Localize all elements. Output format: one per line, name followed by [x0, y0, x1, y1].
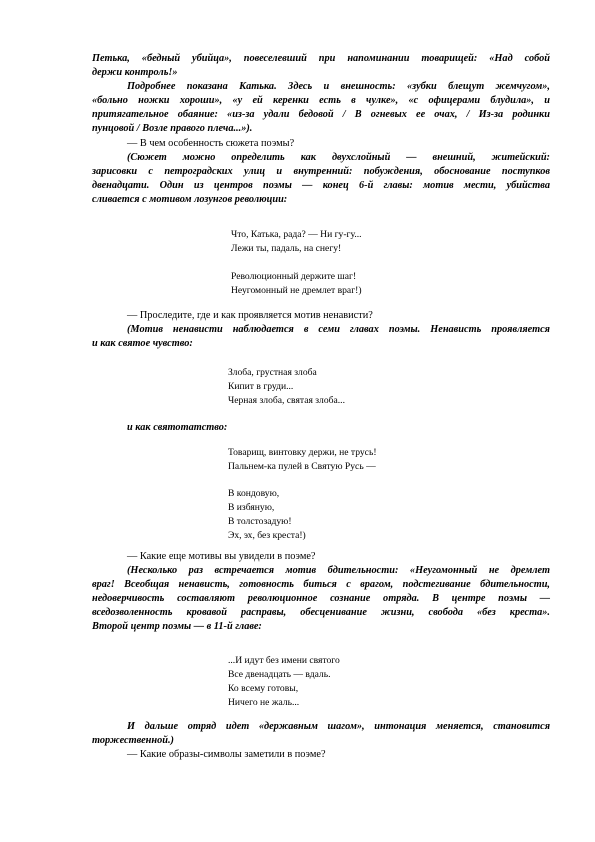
answer-line: (Несколько раз встречается мотив бдительности: «Неугомонный не дремлет: [127, 565, 550, 576]
transition-line: и как святотатство:: [127, 422, 228, 433]
verse-line: Неугомонный не дремлет враг!): [231, 285, 362, 296]
paragraph-line: держи контроль!»: [92, 67, 178, 78]
verse-line: В толстозадую!: [228, 516, 292, 527]
answer-line: сливается с мотивом лозунгов революции:: [92, 194, 288, 205]
verse-line: Товарищ, винтовку держи, не трусь!: [228, 447, 377, 458]
answer-line: Второй центр поэмы — в 11-й главе:: [92, 621, 262, 632]
verse-line: Пальнем-ка пулей в Святую Русь —: [228, 461, 376, 472]
verse-line: В избяную,: [228, 502, 275, 513]
verse-line: Эх, эх, без креста!): [228, 530, 306, 541]
verse-line: ...И идут без имени святого: [228, 655, 340, 666]
verse-line: Все двенадцать — вдаль.: [228, 669, 331, 680]
answer-line: недоверчивость составляют революционное сознание отряда. В центре поэмы —: [92, 593, 550, 604]
answer-line: вседозволенность кровавой расправы, обесценивание жизни, свобода «без креста».: [92, 607, 550, 618]
verse-line: Лежи ты, падаль, на снегу!: [231, 243, 342, 254]
verse-line: Что, Катька, рада? — Ни гу-гу...: [231, 229, 362, 240]
answer-line: враг! Всеобщая ненависть, готовность биться с врагом, подстегивание бдительности,: [92, 579, 550, 590]
verse-line: Злоба, грустная злоба: [228, 367, 317, 378]
answer-line: двенадцати. Один из центров поэмы — конец 6-й главы: мотив мести, убийства: [92, 180, 550, 191]
question-line: — Какие образы-символы заметили в поэме?: [127, 749, 326, 760]
answer-line: (Мотив ненависти наблюдается в семи главах поэмы. Ненависть проявляется: [127, 324, 550, 335]
verse-line: Ко всему готовы,: [228, 683, 299, 694]
paragraph-line: пунцовой / Возле правого плеча...»).: [92, 123, 253, 134]
verse-line: Черная злоба, святая злоба...: [228, 395, 345, 406]
verse-line: Кипит в груди...: [228, 381, 294, 392]
answer-line: (Сюжет можно определить как двухслойный — внешний, житейский:: [127, 152, 550, 163]
answer-line: и как святое чувство:: [92, 338, 193, 349]
verse-line: Ничего не жаль...: [228, 697, 300, 708]
paragraph-line: Петька, «бедный убийца», повеселевший при напоминании товарищей: «Над собой: [92, 53, 550, 64]
question-line: — Какие еще мотивы вы увидели в поэме?: [127, 551, 316, 562]
answer-line: зарисовки с петроградских улиц и внутренний: побуждения, обоснование поступков: [92, 166, 550, 177]
verse-line: Революционный держите шаг!: [231, 271, 357, 282]
paragraph-line: торжественной.): [92, 735, 174, 746]
question-line: — В чем особенность сюжета поэмы?: [127, 138, 295, 149]
question-line: — Проследите, где и как проявляется мотив ненависти?: [127, 310, 373, 321]
paragraph-line: Подробнее показана Катька. Здесь и внешность: «зубки блещут жемчугом»,: [127, 81, 550, 92]
paragraph-line: притягательное обаяние: «из-за удали бедовой / В огневых ее очах, / Из-за родинки: [92, 109, 550, 120]
paragraph-line: «больно ножки хороши», «у ей керенки есть в чулке», «с офицерами блудила», и: [92, 95, 550, 106]
verse-line: В кондовую,: [228, 488, 280, 499]
paragraph-line: И дальше отряд идет «державным шагом», интонация меняется, становится: [127, 721, 550, 732]
